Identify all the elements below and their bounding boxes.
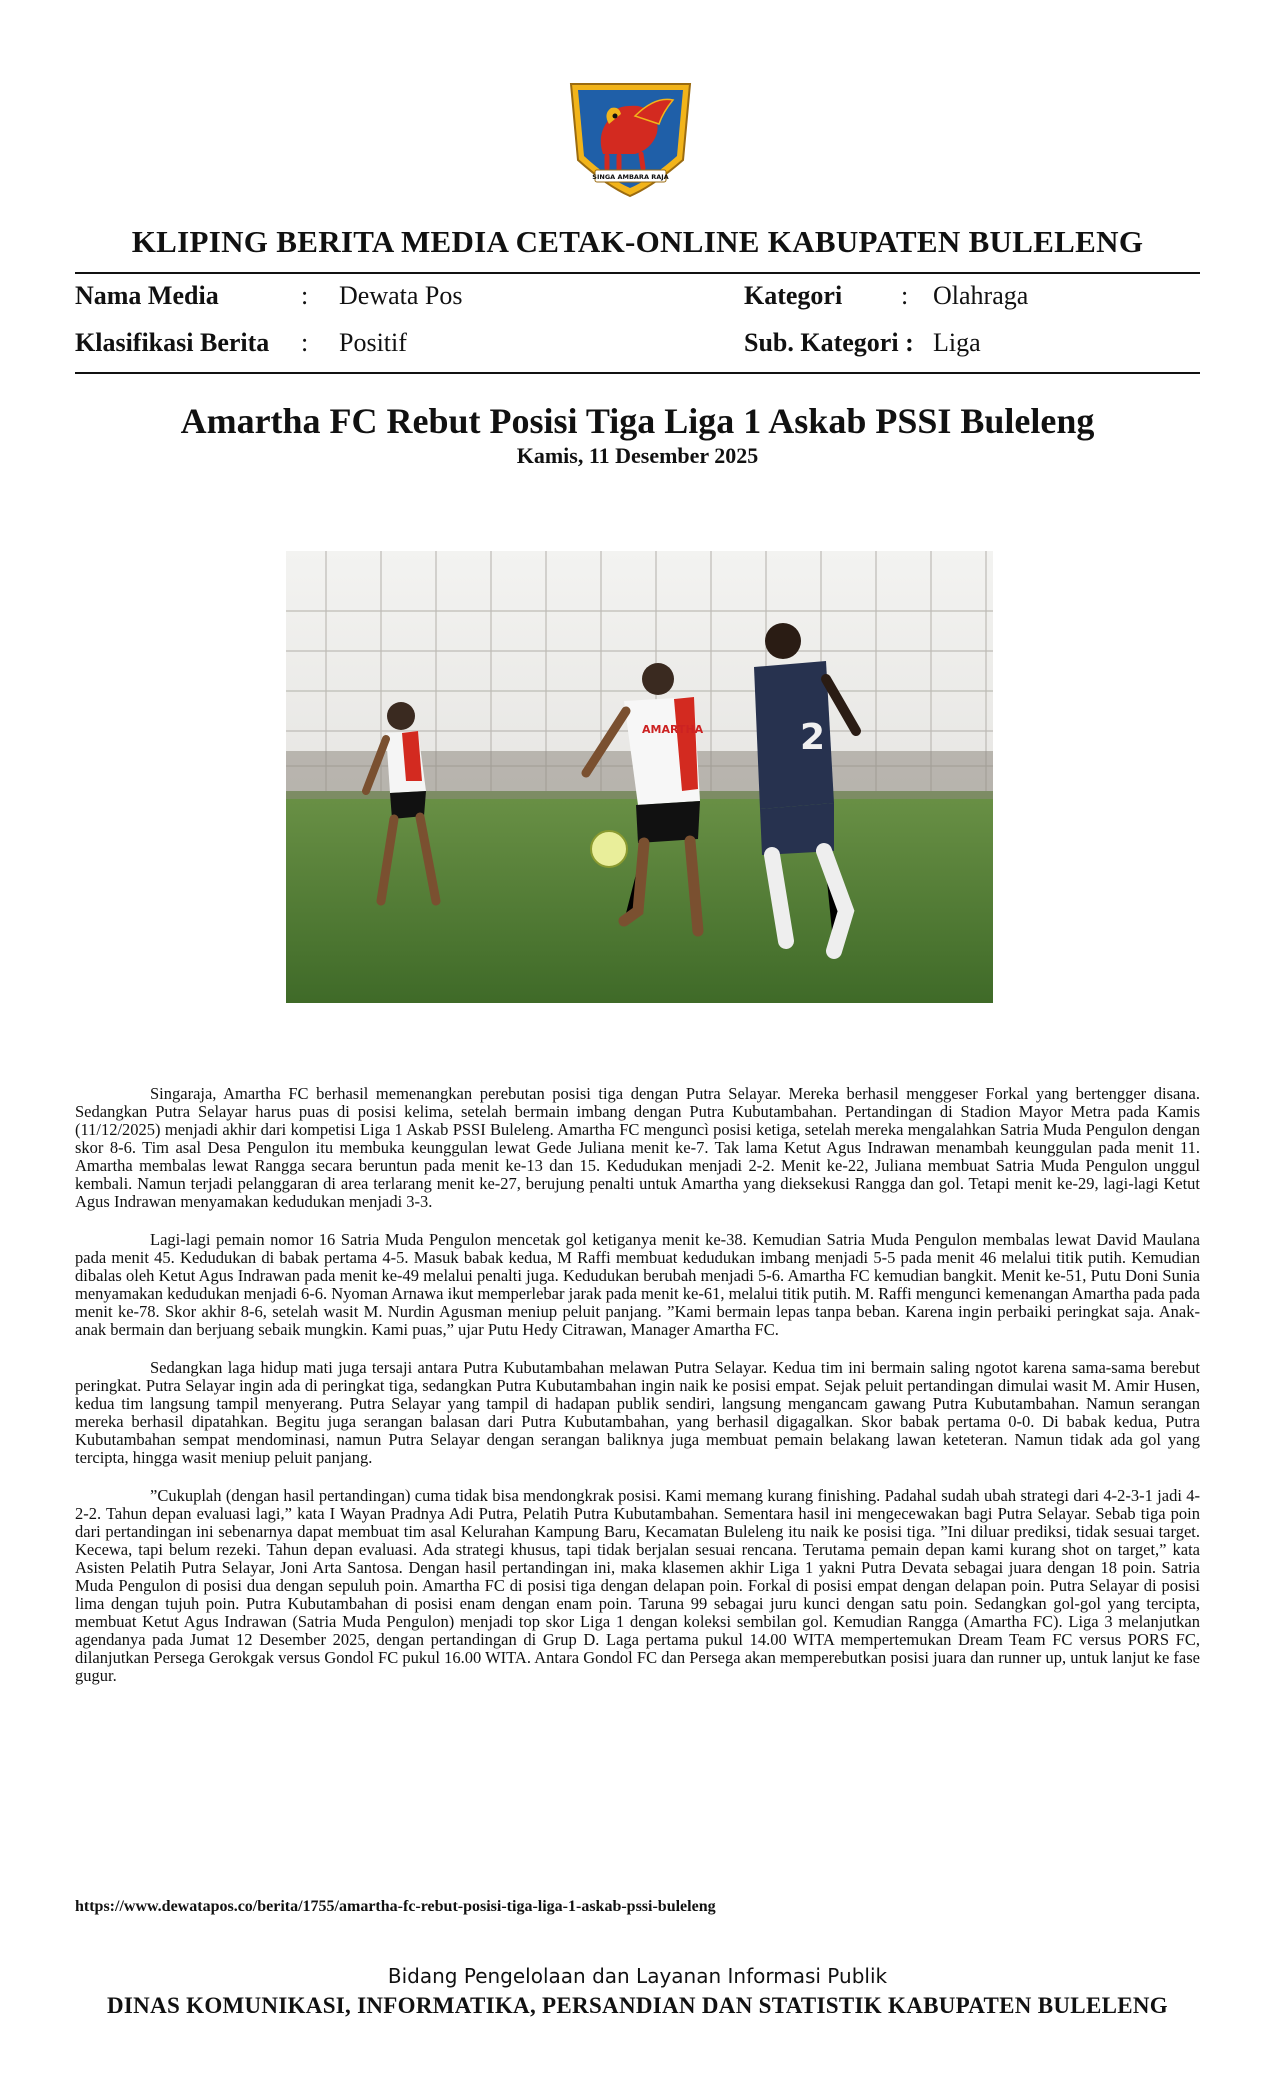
- classification-value: Positif: [339, 328, 407, 357]
- category-colon: :: [901, 281, 909, 310]
- media-label: Nama Media: [75, 281, 219, 310]
- media-value: Dewata Pos: [339, 281, 463, 310]
- header-divider-top: [75, 272, 1200, 274]
- footer-division: Bidang Pengelolaan dan Layanan Informasi Publik: [387, 1964, 888, 1988]
- classification-label: Klasifikasi Berita: [75, 328, 270, 357]
- article-paragraph: Singaraja, Amartha FC berhasil memenangkan perebutan posisi tiga dengan Putra Selayar. Mereka berhasil menggeser Forkal yang bertengger disana. Sedangkan Putra Selayar harus puas di posisi kelima, setelah bermain imbang dengan Putra Kubutambahan. Pertandingan di Stadion Mayor Metra pada Kamis (11/12/2025) menjadi akhir dari kompetisi Liga 1 Askab PSSI Buleleng. Amartha FC menguncì posisi ketiga, setelah mereka mengalahkan Satria Muda Pengulon dengan skor 8-6. Tim asal Desa Pengulon itu membuka keunggulan lewat Gede Juliana menit ke-7. Tak lama Ketut Agus Indrawan menambah keunggulan pada menit 11. Amartha membalas lewat Rangga secara beruntun pada menit ke-13 dan 15. Kedudukan menjadi 2-2. Menit ke-22, Juliana membuat Satria Muda Pengulon unggul kembali. Namun terjadi pelanggaran di area terlarang menit ke-27, berujung penalti untuk Amartha yang dieksekusi Rangga dan gol. Tetapi menit ke-29, lagi-lagi Ketut Agus Indrawan menyamakan kedudukan menjadi 3-3.: [75, 1084, 1200, 1211]
- subcategory-label: Sub. Kategori :: [744, 328, 914, 357]
- category-value: Olahraga: [933, 281, 1029, 310]
- article-body: [75, 1085, 1200, 1705]
- article-paragraph: ”Cukuplah (dengan hasil pertandingan) cuma tidak bisa mendongkrak posisi. Kami memang kurang finishing. Padahal sudah ubah strategi dari 4-2-3-1 jadi 4-2-2. Tahun depan evaluasi lagi,” kata I Wayan Pradnya Adi Putra, Pelatih Putra Kubutambahan. Sementara hasil ini mengecewakan bagi Putra Selayar. Sebab tiga poin dari pertandingan ini sebenarnya dapat membuat tim asal Kelurahan Kampung Baru, Kecamatan Buleleng itu naik ke posisi tiga. ”Ini diluar prediksi, tidak sesuai target. Kecewa, tapi belum rezeki. Tahun depan evaluasi. Ada strategi khusus, tapi tidak berjalan sesuai rencana. Terutama pemain depan kami kurang shot on target,” kata Asisten Pelatih Putra Selayar, Joni Arta Santosa. Dengan hasil pertandingan ini, maka klasemen akhir Liga 1 yakni Putra Devata sebagai juara dengan 18 poin. Satria Muda Pengulon di posisi dua dengan sepuluh poin. Amartha FC di posisi tiga dengan delapan poin. Forkal di posisi empat dengan delapan poin. Putra Selayar di posisi lima dengan tujuh poin. Putra Kubutambahan di posisi enam dengan enam poin. Taruna 99 sebagai juru kunci dengan satu poin. Sedangkan gol-gol yang tercipta, membuat Ketut Agus Indrawan (Satria Muda Pengulon) menjadi top skor Liga 1 dengan koleksi sembilan gol. Kemudian Rangga (Amartha FC). Liga 3 melanjutkan agendanya pada Jumat 12 Desember 2025, dengan pertandingan di Grup D. Laga pertama pukul 14.00 WITA mempertemukan Dream Team FC versus PORS FC, dilanjutkan Persega Gerokgak versus Gondol FC pukul 16.00 WITA. Antara Gondol FC dan Persega akan memperebutkan posisi juara dan runner up, untuk lanjut ke fase gugur.: [75, 1486, 1200, 1685]
- article-title: Amartha FC Rebut Posisi Tiga Liga 1 Askab PSSI Buleleng: [180, 401, 1095, 441]
- document-header-title: KLIPING BERITA MEDIA CETAK-ONLINE KABUPATEN BULELENG: [131, 224, 1144, 259]
- crest-motto: SINGA AMBARA RAJA: [592, 173, 669, 181]
- source-url[interactable]: https://www.dewatapos.co/berita/1755/amartha-fc-rebut-posisi-tiga-liga-1-askab-pssi-buleleng: [75, 1898, 716, 1915]
- photo-jersey-number: 2: [800, 717, 826, 758]
- singa-ambara-raja-crest-icon: [563, 76, 698, 200]
- category-label: Kategori: [744, 281, 843, 310]
- article-date: Kamis, 11 Desember 2025: [516, 443, 759, 468]
- article-photo: [286, 551, 993, 1003]
- article-paragraph: Sedangkan laga hidup mati juga tersaji antara Putra Kubutambahan melawan Putra Selayar. Kedua tim ini bermain saling ngotot karena sama-sama berebut peringkat. Putra Selayar ingin ada di peringkat tiga, sedangkan Putra Kubutambahan ingin naik ke posisi empat. Sejak peluit pertandingan dimulai wasit M. Amir Husen, kedua tim langsung tampil menyerang. Putra Selayar yang tampil di hadapan publik sendiri, langsung mengancam gawang Putra Kubutambahan. Namun serangan mereka berhasil dipatahkan. Begitu juga serangan balasan dari Putra Kubutambahan, yang berhasil digagalkan. Skor babak pertama 0-0. Di babak kedua, Putra Kubutambahan sempat mendominasi, namun Putra Selayar dengan serangan baliknya juga membuat pemain belakang lawan keteteran. Namun tidak ada gol yang tercipta, hingga wasit meniup peluit panjang.: [75, 1358, 1200, 1467]
- header-divider-bottom: [75, 372, 1200, 374]
- footer-agency: DINAS KOMUNIKASI, INFORMATIKA, PERSANDIAN DAN STATISTIK KABUPATEN BULELENG: [107, 1993, 1168, 2018]
- subcategory-value: Liga: [933, 328, 981, 357]
- meta-row-media: [75, 281, 1200, 321]
- media-colon: :: [301, 281, 309, 310]
- classification-colon: :: [301, 328, 309, 357]
- article-paragraph: Lagi-lagi pemain nomor 16 Satria Muda Pengulon mencetak gol ketiganya menit ke-38. Kemudian Satria Muda Pengulon membalas lewat David Maulana pada menit 45. Kedudukan di babak pertama 4-5. Masuk babak kedua, M Raffi membuat kedudukan imbang menjadi 5-5 pada menit 46 melalui titik putih. Kemudian dibalas oleh Ketut Agus Indrawan pada menit ke-49 melalui penalti juga. Kedudukan berubah menjadi 5-6. Amartha FC kemudian bangkit. Menit ke-51, Putu Doni Sunia menyamakan kedudukan menjadi 6-6. Nyoman Arnawa ikut memperlebar jarak pada menit ke-61, melalui titik putih. M. Raffi mengunci kemenangan Amartha pada pada menit ke-78. Skor akhir 8-6, setelah wasit M. Nurdin Agusman meniup peluit panjang. ”Kami bermain lepas tanpa beban. Karena ingin perbaiki peringkat saja. Anak-anak bermain dan berjuang sebaik mungkin. Kami puas,” ujar Putu Hedy Citrawan, Manager Amartha FC.: [75, 1230, 1200, 1339]
- meta-row-classification: [75, 328, 1200, 368]
- photo-jersey-text: AMARTHA: [642, 723, 704, 736]
